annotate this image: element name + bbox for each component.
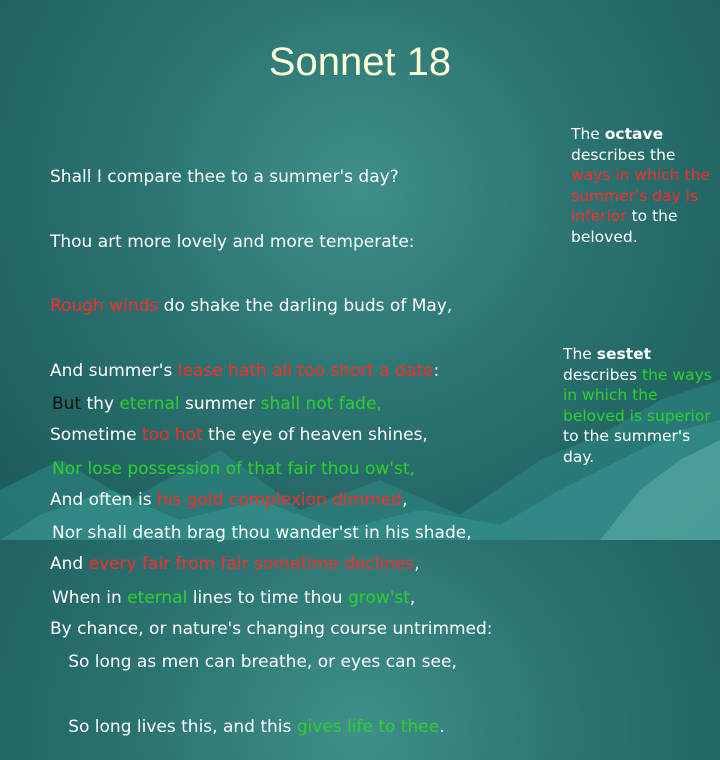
sestet-line-1: But thy eternal summer shall not fade, [52, 394, 382, 414]
octave-line-7: And every fair from fair sometime declines, [50, 554, 420, 574]
octave-line-3: Rough winds do shake the darling buds of May, [50, 296, 453, 316]
highlight-too-hot: too hot [142, 425, 203, 445]
sestet-line-6: So long lives this, and this gives life to thee. [52, 716, 445, 737]
octave-line-2: Thou art more lovely and more temperate: [50, 231, 415, 252]
sestet-line-5: So long as men can breathe, or eyes can see, [52, 652, 457, 672]
sestet-stanza [52, 351, 472, 760]
octave-line-8: By chance, or nature's changing course untrimmed: [50, 618, 493, 639]
sestet-line-4: When in eternal lines to time thou grow'st, [52, 587, 416, 608]
octave-line-6: And often is his gold complexion dimmed, [50, 489, 408, 510]
sestet-note: The sestet describes the ways in which the beloved is superior to the summer's day. [563, 345, 712, 466]
octave-line-4: And summer's lease hath all too short a date: [50, 360, 440, 381]
octave-keyword: octave [604, 125, 664, 143]
sestet-keyword: sestet [596, 345, 652, 363]
highlight-shall-not-fade: shall not fade, [260, 394, 382, 414]
highlight-every-fair: every fair from fair sometime declines [88, 554, 415, 574]
octave-line-5: Sometime too hot the eye of heaven shines, [50, 425, 428, 445]
highlight-but: But [52, 394, 82, 414]
highlight-lease: lease hath all too short a date [177, 360, 434, 381]
octave-note: The octave describes the ways in which the summer's day is inferior to the beloved. [571, 125, 710, 246]
highlight-gives-life: gives life to thee [296, 716, 440, 737]
highlight-gold-complexion: his gold complexion dimmed [156, 489, 403, 510]
slide-title: Sonnet 18 [268, 40, 452, 84]
sestet-note-highlight: the ways in which the beloved is superior [563, 365, 712, 425]
octave-line-1: Shall I compare thee to a summer's day? [50, 167, 399, 187]
highlight-eternal-1: eternal [119, 394, 180, 414]
highlight-growst: grow'st [347, 587, 410, 608]
octave-note-highlight: ways in which the summer's day is inferior [571, 166, 710, 225]
sestet-line-3: Nor shall death brag thou wander'st in his shade, [52, 523, 472, 543]
highlight-rough-winds: Rough winds [50, 296, 159, 316]
highlight-eternal-2: eternal [127, 587, 188, 608]
sestet-line-2: Nor lose possession of that fair thou ow'st, [52, 458, 415, 479]
